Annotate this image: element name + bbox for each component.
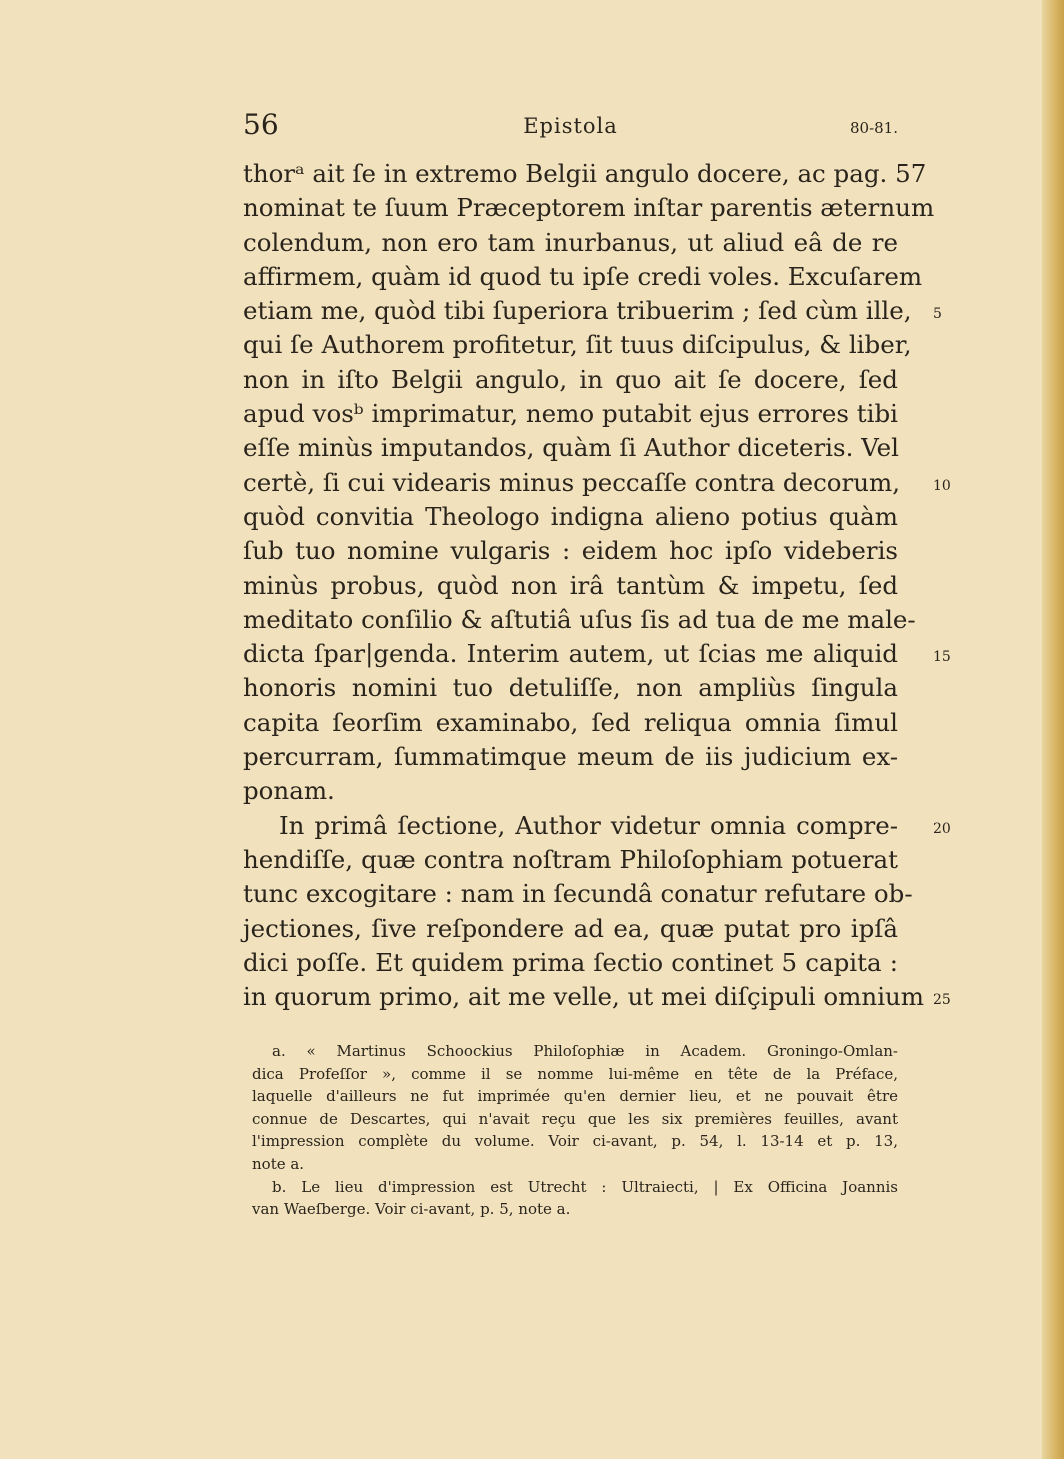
page-header	[243, 108, 898, 148]
body-line: affirmem, quàm id quod tu ipſe credi voles. Excuſarem	[243, 261, 923, 291]
footnotes	[252, 1040, 898, 1221]
body-line-wrap	[243, 809, 951, 843]
body-line: non in iſto Belgii angulo, in quo ait ſe docere, ſed	[243, 364, 898, 394]
body-line: in quorum primo, ait me velle, ut mei diſçipuli omnium	[243, 982, 925, 1012]
footnote-line: l'impression complète du volume. Voir ci-avant, p. 54, l. 13-14 et p. 13,	[252, 1132, 898, 1151]
body-line: tunc excogitare : nam in ſecundâ conatur refutare ob-	[243, 879, 913, 909]
body-line: meditato conſilio & aſtutiâ uſus ſis ad tua de me male-	[243, 604, 916, 634]
body-line: eſſe minùs imputandos, quàm ſi Author diceteris. Vel	[243, 433, 899, 463]
body-line: In primâ ſectione, Author videtur omnia compre-	[279, 810, 898, 840]
body-line: etiam me, quòd tibi ſuperiora tribuerim ; ſed cùm ille,	[243, 296, 912, 326]
footnote-line: laquelle d'ailleurs ne fut imprimée qu'en dernier lieu, et ne pouvait être	[252, 1087, 898, 1106]
footnote-line: b. Le lieu d'impression est Utrecht : Ultraiecti, | Ex Officina Joannis	[272, 1177, 898, 1196]
running-title: Epistola	[523, 114, 618, 138]
footnote-line: van Waeſberge. Voir ci-avant, p. 5, note a.	[252, 1200, 571, 1219]
line-number: 20	[933, 820, 951, 837]
body-line: minùs probus, quòd non irâ tantùm & impetu, ſed	[243, 570, 898, 600]
body-line-wrap	[243, 294, 942, 328]
line-number: 15	[933, 649, 951, 666]
body-line: colendum, non ero tam inurbanus, ut aliud eâ de re	[243, 227, 898, 257]
body-line: qui ſe Authorem profitetur, ſit tuus diſcipulus, & liber,	[243, 330, 912, 360]
body-line: dicta ſpar|genda. Interim autem, ut ſcias me aliquid	[243, 639, 898, 669]
body-line: hendiſſe, quæ contra noſtram Philoſophiam potuerat	[243, 844, 898, 874]
body-text	[243, 157, 951, 1014]
body-line: honoris nomini tuo detuliſſe, non ampliùs ſingula	[243, 673, 898, 703]
body-line: nominat te ſuum Præceptorem inſtar parentis æternum	[243, 193, 935, 223]
body-line-wrap	[243, 980, 951, 1014]
line-number: 10	[933, 477, 951, 494]
body-line: ſub tuo nomine vulgaris : eidem hoc ipſo videberis	[243, 536, 898, 566]
body-line: quòd convitia Theologo indigna alieno potius quàm	[243, 501, 898, 531]
page-edge	[1042, 0, 1064, 1459]
page-range: 80-81.	[849, 119, 898, 137]
page-number: 56	[243, 108, 279, 141]
body-line: ponam.	[243, 776, 335, 806]
body-line: apud vosᵇ imprimatur, nemo putabit ejus errores tibi	[243, 399, 898, 429]
body-line-wrap	[243, 466, 951, 500]
body-line: certè, ſi cui videaris minus peccaſſe contra decorum,	[243, 467, 901, 497]
body-line: jectiones, ſive reſpondere ad ea, quæ putat pro ipſâ	[243, 913, 898, 943]
footnote-line: dica Profeſſor », comme il se nomme lui-même en tête de la Préface,	[252, 1064, 898, 1083]
footnote-line: note a.	[252, 1154, 305, 1173]
line-number: 25	[933, 992, 951, 1009]
footnote-line: a. « Martinus Schoockius Philoſophiæ in Academ. Groningo-Omlan-	[272, 1042, 898, 1060]
line-number: 5	[933, 306, 942, 323]
body-line: capita ſeorſim examinabo, ſed reliqua omnia ſimul	[243, 707, 898, 737]
body-line-wrap	[243, 637, 951, 671]
body-line: thorᵃ ait ſe in extremo Belgii angulo docere, ac pag. 57	[243, 159, 927, 188]
footnote-line: connue de Descartes, qui n'avait reçu que les six premières feuilles, avant	[252, 1109, 898, 1128]
body-line: percurram, ſummatimque meum de iis judicium ex-	[243, 742, 898, 772]
body-line: dici poſſe. Et quidem prima ſectio continet 5 capita :	[243, 947, 898, 977]
